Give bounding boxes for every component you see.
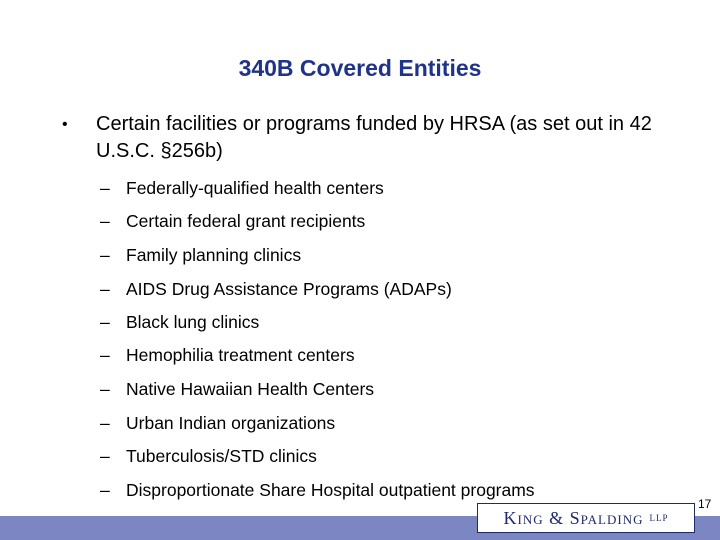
- list-item: [100, 446, 317, 466]
- dash-icon: –: [100, 345, 110, 365]
- list-item: [100, 279, 452, 299]
- list-item: [100, 211, 365, 231]
- list-item-text: Family planning clinics: [126, 245, 302, 265]
- logo-suffix: LLP: [649, 513, 669, 523]
- list-item-text: Tuberculosis/STD clinics: [126, 446, 317, 466]
- dash-icon: –: [100, 312, 110, 332]
- slide-title: 340B Covered Entities: [238, 55, 482, 81]
- list-item: [100, 312, 259, 332]
- list-item-text: Federally-qualified health centers: [126, 178, 384, 198]
- list-item: [100, 480, 535, 500]
- king-spalding-logo: [477, 503, 695, 533]
- logo-name: King & Spalding: [503, 507, 644, 528]
- list-item-text: Hemophilia treatment centers: [126, 345, 355, 365]
- dash-icon: –: [100, 178, 110, 198]
- list-item: [100, 245, 301, 265]
- list-item-text: Black lung clinics: [126, 312, 260, 332]
- dash-icon: –: [100, 413, 110, 433]
- dash-icon: –: [100, 279, 110, 299]
- list-item-text: AIDS Drug Assistance Programs (ADAPs): [126, 279, 452, 299]
- dash-icon: –: [100, 446, 110, 466]
- dash-icon: –: [100, 245, 110, 265]
- list-item: [100, 379, 374, 399]
- list-item: [100, 413, 335, 433]
- list-item-text: Native Hawaiian Health Centers: [126, 379, 375, 399]
- page-number: 17: [698, 497, 712, 511]
- dash-icon: –: [100, 480, 110, 500]
- list-item-text: Disproportionate Share Hospital outpatient programs: [126, 480, 535, 500]
- list-item: [100, 345, 355, 365]
- bullet-dot-icon: •: [62, 116, 68, 133]
- list-item-text: Urban Indian organizations: [126, 413, 336, 433]
- bullet-text: Certain facilities or programs funded by HRSA (as set out in 42 U.S.C. §256b): [96, 113, 652, 162]
- dash-icon: –: [100, 211, 110, 231]
- list-item-text: Certain federal grant recipients: [126, 211, 366, 231]
- list-item: [100, 178, 384, 198]
- dash-icon: –: [100, 379, 110, 399]
